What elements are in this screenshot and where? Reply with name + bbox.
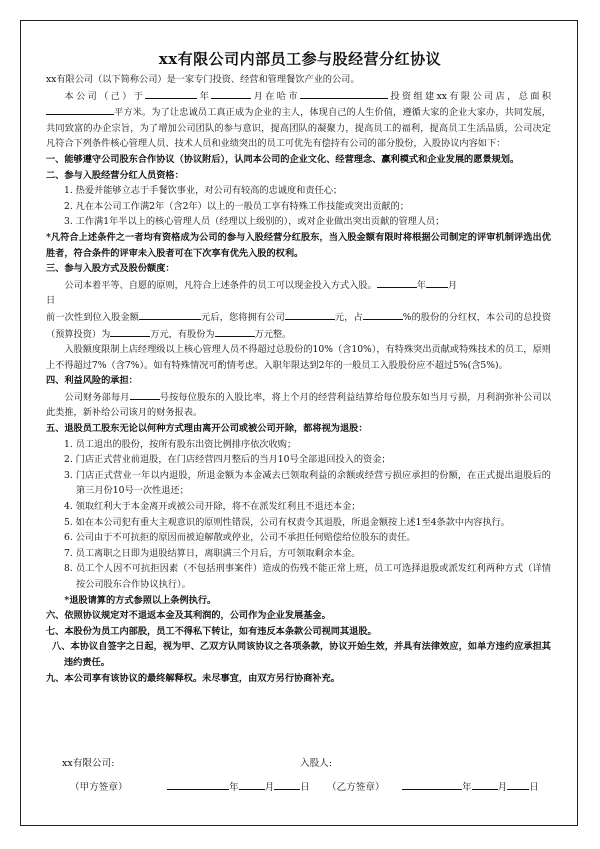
section-5-item-1: 1. 员工退出的股份，按所有股东出资比例排序依次收购；: [64, 438, 297, 450]
location-blank[interactable]: [300, 88, 388, 99]
section-3-paragraph-3: 入股额度限制上店经理级以上核心管理人员不得超过总股份的10%（含10%），有特殊突出贡献或特殊技术的员工，原则上不得超过7%（含7%）。如有特殊情况可酌情考虑。入职年限达到2年的一般员工入股股份应不超过5%(含5%)。: [46, 344, 551, 371]
share-capital-blank[interactable]: [215, 326, 255, 337]
shareholder-label: 入股人:: [300, 758, 333, 769]
section-2-heading: 二、参与入股经营分红人员资格：: [46, 169, 184, 181]
company-label: xx有限公司:: [62, 758, 115, 769]
invest-month-blank[interactable]: [426, 277, 448, 288]
section-5-heading: 五、退股员工股东无论以何种方式理由离开公司或被公司开除，都将视为退股：: [46, 423, 368, 435]
invest-year-blank[interactable]: [377, 277, 417, 288]
background-paragraph: 本公司（己）于 年 月在哈市 投资组建xx有限公司店，总面积平方米。为了让忠诚员工真正成为企业的主人，体现自己的人生价值，遵循大家的企业大家办，共同发展，共同致富的办企宗旨，为了增加公司团队的参与意识，提高团队的凝聚力，提高员工的福利，提高员工生活品质，公司决定凡符合下列条件核心管理人员、技术人员和业绩突出的员工可优先有偿持有公司的部分股份，入股协议内容如下：: [46, 88, 551, 152]
intro-paragraph: xx有限公司（以下简称公司）是一家专门投资、经营和管理餐饮产业的公司。: [46, 74, 360, 85]
section-3-heading: 三、参与入股方式及股份额度：: [46, 263, 175, 275]
section-1: 一、能够遵守公司股东合作协议（协议附后），认同本公司的企业文化、经营理念、赢利模式和企业发展的愿景规划。: [46, 153, 520, 165]
section-5-note: *退股请算的方式参照以上条例执行。: [64, 594, 217, 606]
section-5-item-7: 7. 员工离职之日即为退股结算日，离职满三个月后，方可领取剩余本金。: [64, 547, 361, 559]
section-2-item-2: 2. 凡在本公司工作满2年（含2年）以上的一般员工享有特殊工作技能或突出贡献的；: [64, 200, 409, 212]
area-blank[interactable]: [46, 104, 114, 115]
percent-blank[interactable]: [363, 309, 403, 320]
section-9: 九、本公司享有该协议的最终解释权。未尽事宜，由双方另行协商补充。: [46, 672, 340, 684]
month-blank[interactable]: [211, 88, 251, 99]
section-2-item-3: 3. 工作满1年半以上的核心管理人员（经理以上级别的），或对企业做出突出贡献的管理人员；: [64, 216, 445, 228]
section-4-paragraph: 公司财务部每月 号按每位股东的入股比率，将上个月的经营利益结算给每位股东如当月亏损，月利润弥补公司以此类推，新补给公司该月的财务报表。: [46, 389, 551, 421]
section-2-note: *凡符合上述条件之一者均有资格成为公司的参与入股经营分红股东，当入股金额有限时将根据公司制定的评审机制评选出优胜者，符合条件的评审未入股者可在下次享有优先入股的权利。: [46, 231, 551, 259]
section-5-item-3: 3. 门店正式营业一年以内退股，所退金额为本金减去已领取利益的余额或经营亏损应承担的份额，在正式提出退股后的第三月份10号一次性退还；: [64, 469, 551, 497]
section-8: 八、本协议自签字之日起，视为甲、乙双方认同该协议之各项条款，协议开始生效，并具有法律效应，如单方违约应承担其违约责任。: [52, 641, 551, 668]
section-2-item-1: 1. 热爱并能够立志于手餐饮事业，对公司有较高的忠诚度和责任心；: [64, 185, 343, 197]
year-blank[interactable]: [145, 88, 197, 99]
section-3-paragraph-1: 公司本着平等、自愿的原则，凡符合上述条件的员工可以现金投入方式入股。 年 月 日: [46, 277, 551, 309]
party-a-seal-label: （甲方签章）: [70, 782, 128, 793]
total-investment-blank[interactable]: [110, 326, 150, 337]
party-b-seal-label: （乙方签章）: [327, 782, 385, 793]
section-5-item-8: 8. 员工个人因不可抗拒因素（不包括刑事案件）造成的伤残不能正常上班，员工可选择退股或派发红利两种方式（详情按公司股东合作协议执行）。: [64, 563, 551, 590]
document-title: xx有限公司内部员工参与股经营分红协议: [158, 50, 442, 68]
section-6: 六、依照协议规定对不退返本金及其利润的，公司作为企业发展基金。: [46, 610, 331, 622]
section-4-heading: 四、利益风险的承担：: [46, 375, 138, 387]
invest-amount-blank[interactable]: [139, 309, 201, 320]
section-5-item-6: 6. 公司由于不可抗拒的原因而被迫解散或停业，公司不承担任何赔偿给位股东的责任。: [64, 532, 416, 544]
equity-amount-blank[interactable]: [285, 309, 335, 320]
section-5-item-5: 5. 如在本公司犯有重大主观意识的原则性错误，公司有权责令其退股，所退金额按上述1至4条款中内容执行。: [64, 516, 510, 528]
section-5-item-4: 4. 领取红利大于本金离开或被公司开除，将不在派发红利且不退还本金；: [64, 501, 361, 513]
section-3-paragraph-2: 前一次性到位入股金额 元后，您将拥有公司 元，占 %的股份的分红权，本公司的总投资（预算投资）为 万元，有股份为 万元整。: [46, 309, 551, 342]
settlement-day-blank[interactable]: [130, 389, 160, 400]
section-7: 七、本股份为员工内部股，员工不得私下转让，如有违反本条款公司视同其退股。: [46, 625, 377, 637]
party-a-date[interactable]: 年 月 日: [167, 776, 310, 800]
signature-block: [62, 752, 552, 800]
section-5-item-2: 2. 门店正式营业前退股，在门店经营四月整后的当月10号全部退回投入的资金；: [64, 454, 391, 466]
document-body: [46, 72, 551, 686]
party-b-date[interactable]: 年 月 日: [402, 776, 539, 800]
